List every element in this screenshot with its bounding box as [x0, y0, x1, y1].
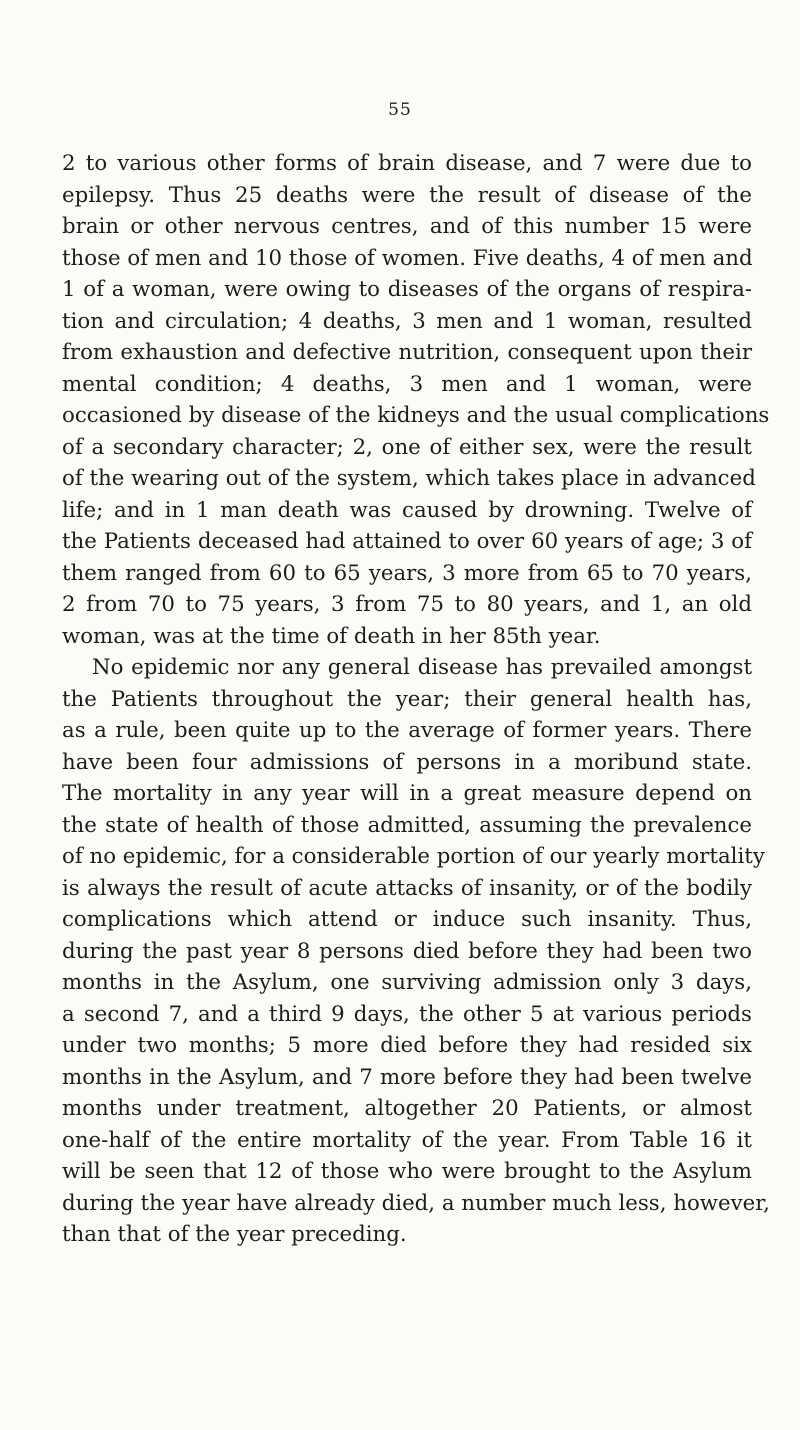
text-line: the Patients deceased had attained to over 60 years of age; 3 of	[62, 529, 752, 554]
text-line: brain or other nervous centres, and of this number 15 were	[62, 214, 752, 239]
text-line: as a rule, been quite up to the average of former years. There	[62, 718, 752, 743]
text-line: months in the Asylum, and 7 more before they had been twelve	[62, 1064, 752, 1090]
text-line: of no epidemic, for a considerable portion of our yearly mortality	[62, 844, 765, 869]
text-line: The mortality in any year will in a great measure depend on	[62, 781, 752, 806]
text-line: months in the Asylum, one surviving admission only 3 days,	[62, 970, 752, 995]
text-line: of a secondary character; 2, one of either sex, were the result	[62, 434, 752, 460]
text-line: No epidemic nor any general disease has prevailed amongst	[92, 655, 752, 680]
text-line: a second 7, and a third 9 days, the other 5 at various periods	[62, 1001, 752, 1027]
text-line: tion and circulation; 4 deaths, 3 men and 1 woman, resulted	[62, 308, 752, 334]
text-line: them ranged from 60 to 65 years, 3 more from 65 to 70 years,	[62, 560, 752, 586]
text-line: life; and in 1 man death was caused by drowning. Twelve of	[62, 497, 752, 523]
text-line: one-half of the entire mortality of the year. From Table 16 it	[62, 1127, 752, 1153]
text-line: during the year have already died, a number much less, however,	[62, 1190, 770, 1216]
text-line: 2 to various other forms of brain disease, and 7 were due to	[62, 151, 752, 176]
text-line: the Patients throughout the year; their general health has,	[62, 686, 752, 712]
text-line: 1 of a woman, were owing to diseases of the organs of respira-	[62, 277, 752, 302]
text-line: woman, was at the time of death in her 85th year.	[62, 623, 601, 649]
text-line: mental condition; 4 deaths, 3 men and 1 woman, were	[62, 371, 752, 397]
page-number: 55	[388, 100, 412, 120]
text-line: the state of health of those admitted, assuming the prevalence	[62, 812, 752, 838]
body-text	[62, 148, 770, 1251]
text-line: than that of the year preceding.	[62, 1222, 407, 1247]
text-line: during the past year 8 persons died before they had been two	[62, 938, 752, 964]
text-line: complications which attend or induce such insanity. Thus,	[62, 907, 752, 932]
text-line: months under treatment, altogether 20 Patients, or almost	[62, 1096, 752, 1121]
text-line: 2 from 70 to 75 years, 3 from 75 to 80 years, and 1, an old	[62, 592, 752, 617]
text-line: under two months; 5 more died before they had resided six	[62, 1033, 752, 1058]
text-line: will be seen that 12 of those who were brought to the Asylum	[62, 1159, 752, 1184]
text-line: is always the result of acute attacks of insanity, or of the bodily	[62, 875, 752, 901]
text-line: have been four admissions of persons in a moribund state.	[62, 749, 752, 775]
text-line: from exhaustion and defective nutrition, consequent upon their	[62, 340, 752, 365]
text-line: of the wearing out of the system, which takes place in advanced	[62, 466, 756, 491]
text-line: occasioned by disease of the kidneys and the usual complications	[62, 403, 770, 428]
text-line: epilepsy. Thus 25 deaths were the result of disease of the	[62, 182, 752, 208]
text-line: those of men and 10 those of women. Five deaths, 4 of men and	[62, 245, 753, 271]
